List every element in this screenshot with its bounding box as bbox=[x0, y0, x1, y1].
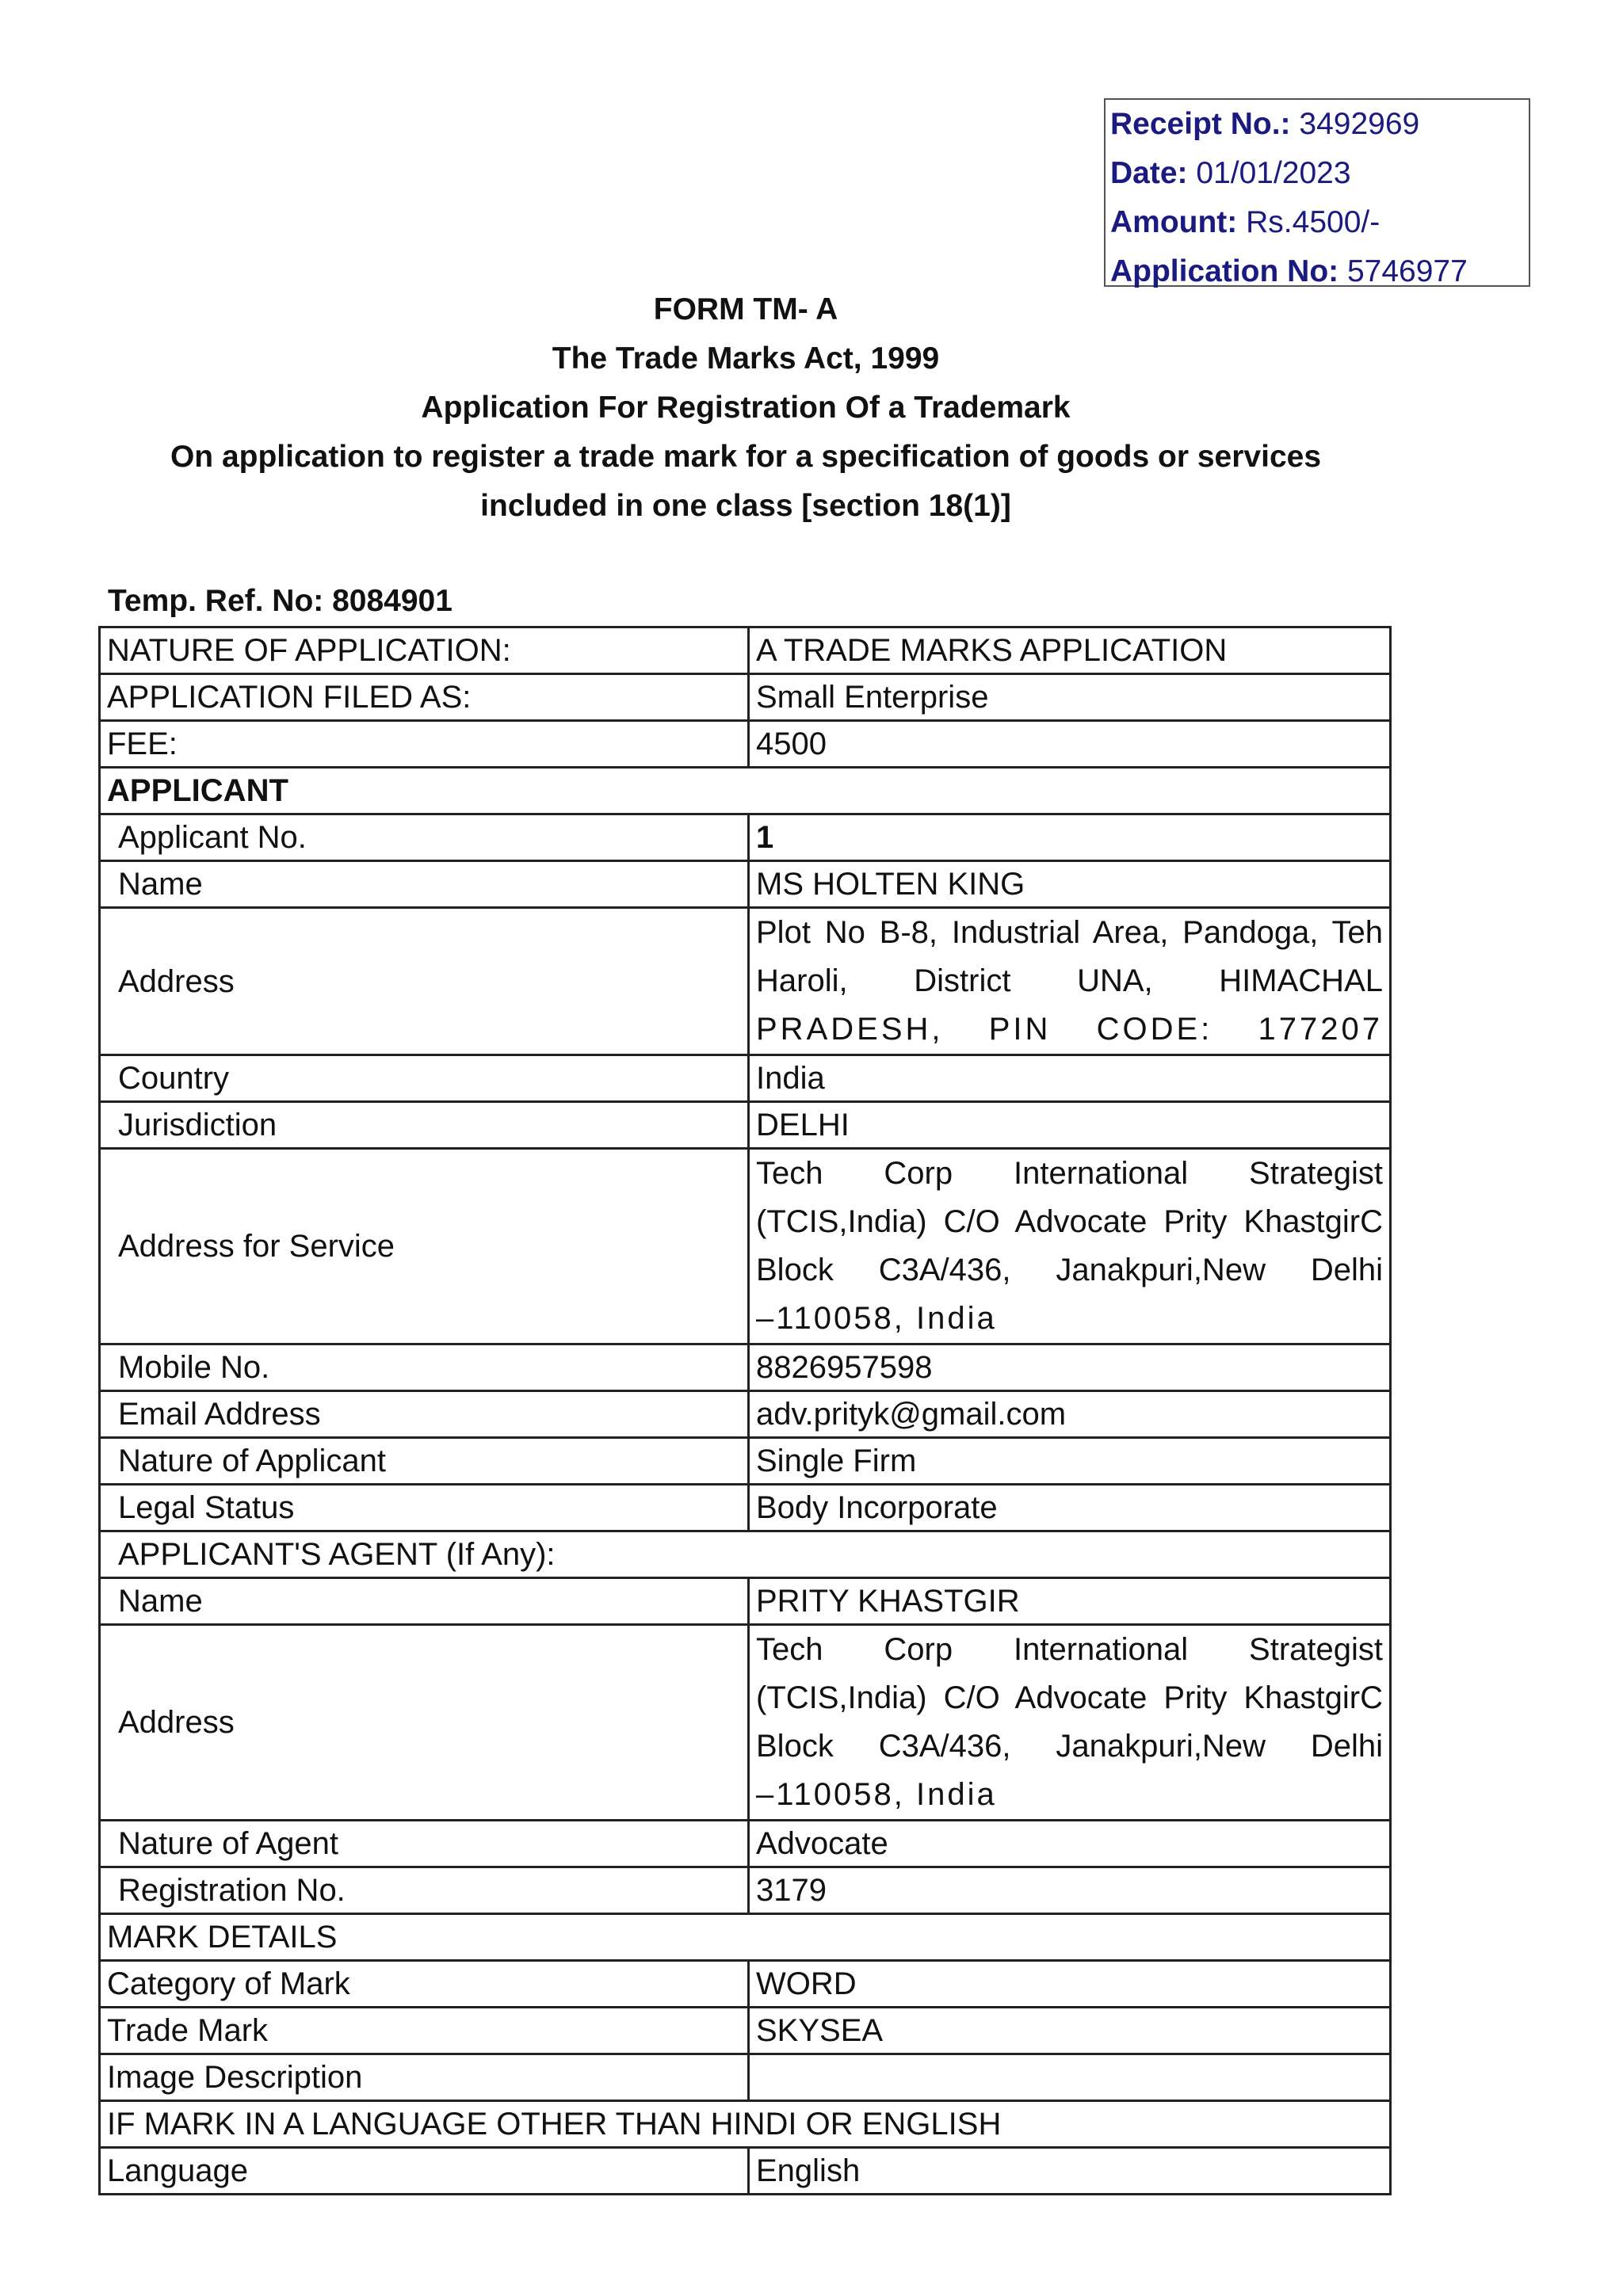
table-row bbox=[100, 1914, 1391, 1961]
table-row bbox=[100, 1149, 1391, 1344]
table-row bbox=[100, 861, 1391, 908]
receipt-number-value: 3492969 bbox=[1299, 107, 1420, 141]
table-row bbox=[100, 1485, 1391, 1531]
applicant-address-line-2: Haroli, District UNA, HIMACHAL bbox=[756, 963, 1383, 998]
agent-address-line-4: –110058, India bbox=[756, 1777, 997, 1812]
table-row bbox=[100, 1102, 1391, 1149]
mobile-label: Mobile No. bbox=[100, 1344, 749, 1391]
table-row bbox=[100, 908, 1391, 1055]
table-row bbox=[100, 1055, 1391, 1102]
receipt-box bbox=[1104, 98, 1530, 287]
nature-of-applicant-label: Nature of Applicant bbox=[100, 1438, 749, 1485]
table-row bbox=[100, 1531, 1391, 1578]
act-name: The Trade Marks Act, 1999 bbox=[552, 341, 940, 376]
receipt-number-label: Receipt No.: bbox=[1110, 107, 1291, 141]
applicant-address-label: Address bbox=[100, 908, 749, 1055]
legal-status-label: Legal Status bbox=[100, 1485, 749, 1531]
applicant-address-line-1: Plot No B-8, Industrial Area, Pandoga, Teh bbox=[756, 915, 1383, 950]
receipt-date bbox=[1110, 149, 1529, 198]
jurisdiction-value: DELHI bbox=[749, 1102, 1391, 1149]
nature-of-agent-value: Advocate bbox=[749, 1821, 1391, 1867]
table-row bbox=[100, 1578, 1391, 1625]
fee-value: 4500 bbox=[749, 721, 1391, 768]
table-row bbox=[100, 768, 1391, 814]
table-row bbox=[100, 1344, 1391, 1391]
receipt-date-value: 01/01/2023 bbox=[1196, 156, 1351, 190]
temp-ref-number: Temp. Ref. No: 8084901 bbox=[108, 584, 453, 618]
form-subtitle-line-1: On application to register a trade mark for a specification of goods or services bbox=[170, 440, 1322, 474]
category-of-mark-value: WORD bbox=[749, 1961, 1391, 2008]
fee-label: FEE: bbox=[100, 721, 749, 768]
agent-section-heading: APPLICANT'S AGENT (If Any): bbox=[100, 1531, 1391, 1578]
applicant-name-label: Name bbox=[100, 861, 749, 908]
mobile-value: 8826957598 bbox=[749, 1344, 1391, 1391]
trade-mark-value: SKYSEA bbox=[749, 2008, 1391, 2054]
agent-name-value: PRITY KHASTGIR bbox=[749, 1578, 1391, 1625]
legal-status-value: Body Incorporate bbox=[749, 1485, 1391, 1531]
application-table bbox=[98, 626, 1392, 2195]
form-title: Application For Registration Of a Trademark bbox=[421, 391, 1071, 425]
receipt-application-number-value: 5746977 bbox=[1346, 254, 1468, 288]
registration-number-value: 3179 bbox=[749, 1867, 1391, 1914]
table-row bbox=[100, 814, 1391, 861]
nature-of-application-value: A TRADE MARKS APPLICATION bbox=[749, 627, 1391, 674]
table-row bbox=[100, 2101, 1391, 2148]
image-description-label: Image Description bbox=[100, 2054, 749, 2101]
applicant-number-value: 1 bbox=[749, 814, 1391, 861]
service-address-line-3: Block C3A/436, Janakpuri,New Delhi bbox=[756, 1253, 1383, 1287]
agent-name-label: Name bbox=[100, 1578, 749, 1625]
applicant-address-value bbox=[749, 908, 1391, 1055]
receipt-amount-value: Rs.4500/- bbox=[1246, 205, 1381, 239]
service-address-line-2: (TCIS,India) C/O Advocate Prity KhastgirC bbox=[756, 1204, 1383, 1239]
form-subtitle-line-2: included in one class [section 18(1)] bbox=[480, 489, 1011, 523]
table-row bbox=[100, 627, 1391, 674]
language-label: Language bbox=[100, 2148, 749, 2195]
receipt-amount bbox=[1110, 198, 1529, 247]
receipt-amount-label: Amount: bbox=[1110, 205, 1238, 239]
service-address-label: Address for Service bbox=[100, 1149, 749, 1344]
table-row bbox=[100, 2054, 1391, 2101]
country-value: India bbox=[749, 1055, 1391, 1102]
form-name: FORM TM- A bbox=[653, 292, 838, 326]
receipt-number bbox=[1110, 100, 1529, 149]
email-value: adv.prityk@gmail.com bbox=[749, 1391, 1391, 1438]
nature-of-agent-label: Nature of Agent bbox=[100, 1821, 749, 1867]
country-label: Country bbox=[100, 1055, 749, 1102]
language-value: English bbox=[749, 2148, 1391, 2195]
service-address-line-4: –110058, India bbox=[756, 1301, 997, 1336]
table-row bbox=[100, 1438, 1391, 1485]
table-row bbox=[100, 1961, 1391, 2008]
agent-address-value bbox=[749, 1625, 1391, 1821]
receipt-date-label: Date: bbox=[1110, 156, 1188, 190]
service-address-value bbox=[749, 1149, 1391, 1344]
table-row bbox=[100, 1821, 1391, 1867]
language-section-heading: IF MARK IN A LANGUAGE OTHER THAN HINDI OR ENGLISH bbox=[100, 2101, 1391, 2148]
applicant-section-heading: APPLICANT bbox=[100, 768, 1391, 814]
agent-address-line-1: Tech Corp International Strategist bbox=[756, 1632, 1383, 1667]
registration-number-label: Registration No. bbox=[100, 1867, 749, 1914]
table-row bbox=[100, 1391, 1391, 1438]
filed-as-value: Small Enterprise bbox=[749, 674, 1391, 721]
applicant-name-value: MS HOLTEN KING bbox=[749, 861, 1391, 908]
table-row bbox=[100, 674, 1391, 721]
trade-mark-label: Trade Mark bbox=[100, 2008, 749, 2054]
form-header bbox=[0, 285, 1491, 531]
nature-of-applicant-value: Single Firm bbox=[749, 1438, 1391, 1485]
table-row bbox=[100, 721, 1391, 768]
agent-address-line-3: Block C3A/436, Janakpuri,New Delhi bbox=[756, 1729, 1383, 1764]
category-of-mark-label: Category of Mark bbox=[100, 1961, 749, 2008]
table-row bbox=[100, 1867, 1391, 1914]
service-address-line-1: Tech Corp International Strategist bbox=[756, 1156, 1383, 1191]
table-row bbox=[100, 2148, 1391, 2195]
agent-address-label: Address bbox=[100, 1625, 749, 1821]
agent-address-line-2: (TCIS,India) C/O Advocate Prity KhastgirC bbox=[756, 1680, 1383, 1715]
mark-section-heading: MARK DETAILS bbox=[100, 1914, 1391, 1961]
applicant-number-label: Applicant No. bbox=[100, 814, 749, 861]
filed-as-label: APPLICATION FILED AS: bbox=[100, 674, 749, 721]
table-row bbox=[100, 1625, 1391, 1821]
email-label: Email Address bbox=[100, 1391, 749, 1438]
jurisdiction-label: Jurisdiction bbox=[100, 1102, 749, 1149]
image-description-value bbox=[749, 2054, 1391, 2101]
applicant-address-line-3: PRADESH, PIN CODE: 177207 bbox=[756, 1012, 1383, 1047]
nature-of-application-label: NATURE OF APPLICATION: bbox=[100, 627, 749, 674]
receipt-application-number-label: Application No: bbox=[1110, 254, 1339, 288]
table-row bbox=[100, 2008, 1391, 2054]
